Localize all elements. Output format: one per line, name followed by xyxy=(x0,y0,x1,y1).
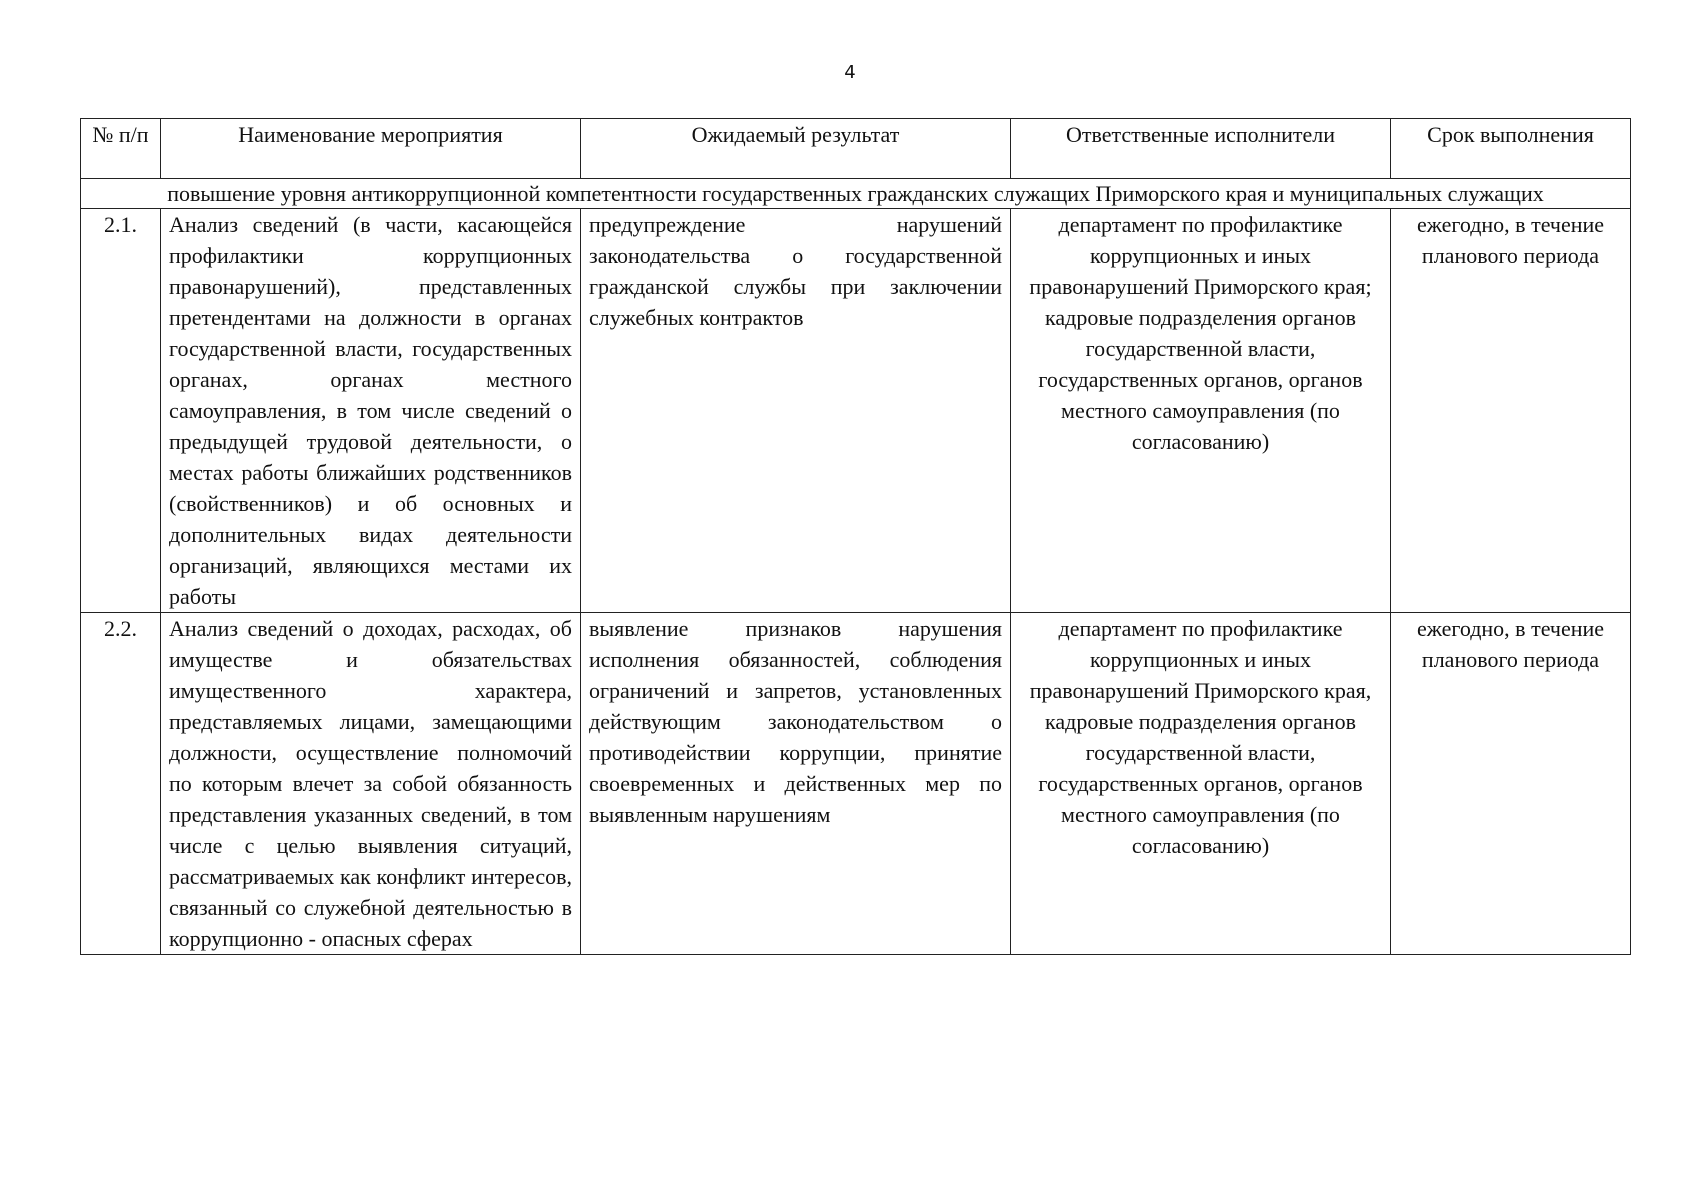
row-num: 2.1. xyxy=(81,209,161,613)
row-deadline: ежегодно, в течение планового периода xyxy=(1391,613,1631,955)
header-num: № п/п xyxy=(81,119,161,179)
section-row xyxy=(81,179,1631,209)
header-deadline: Срок выполнения xyxy=(1391,119,1631,179)
header-executors: Ответственные исполнители xyxy=(1011,119,1391,179)
header-result: Ожидаемый результат xyxy=(581,119,1011,179)
row-num: 2.2. xyxy=(81,613,161,955)
table-header xyxy=(81,119,1631,179)
row-name: Анализ сведений о доходах, расходах, об имуществе и обязательствах имущественного характера, представляемых лицами, замещающими должности, осуществление полномочий по которым влечет за собой обязанность представления указанных сведений, в том числе с целью выявления ситуаций, рассматриваемых как конфликт интересов, связанный со служебной деятельностью в коррупционно - опасных сферах xyxy=(161,613,581,955)
section-title: повышение уровня антикоррупционной компетентности государственных гражданских служащих Приморского края и муниципальных служащих xyxy=(81,179,1631,209)
table-row xyxy=(81,209,1631,613)
table-row xyxy=(81,613,1631,955)
row-result: выявление признаков нарушения исполнения обязанностей, соблюдения ограничений и запретов, установленных действующим законодательством о противодействии коррупции, принятие своевременных и действенных мер по выявленным нарушениям xyxy=(581,613,1011,955)
row-name: Анализ сведений (в части, касающейся профилактики коррупционных правонарушений), представленных претендентами на должности в органах государственной власти, государственных органах, органах местного самоуправления, в том числе сведений о предыдущей трудовой деятельности, о местах работы ближайших родственников (свойственников) и об основных и дополнительных видах деятельности организаций, являющихся местами их работы xyxy=(161,209,581,613)
header-name: Наименование мероприятия xyxy=(161,119,581,179)
row-result: предупреждение нарушений законодательства о государственной гражданской службы при заключении служебных контрактов xyxy=(581,209,1011,613)
row-executors: департамент по профилактике коррупционных и иных правонарушений Приморского края, кадровые подразделения органов государственной власти, государственных органов, органов местного самоуправления (по согласованию) xyxy=(1011,613,1391,955)
page-number: 4 xyxy=(844,62,856,83)
row-deadline: ежегодно, в течение планового периода xyxy=(1391,209,1631,613)
action-plan-table xyxy=(80,118,1631,955)
row-executors: департамент по профилактике коррупционных и иных правонарушений Приморского края; кадровые подразделения органов государственной власти, государственных органов, органов местного самоуправления (по согласованию) xyxy=(1011,209,1391,613)
